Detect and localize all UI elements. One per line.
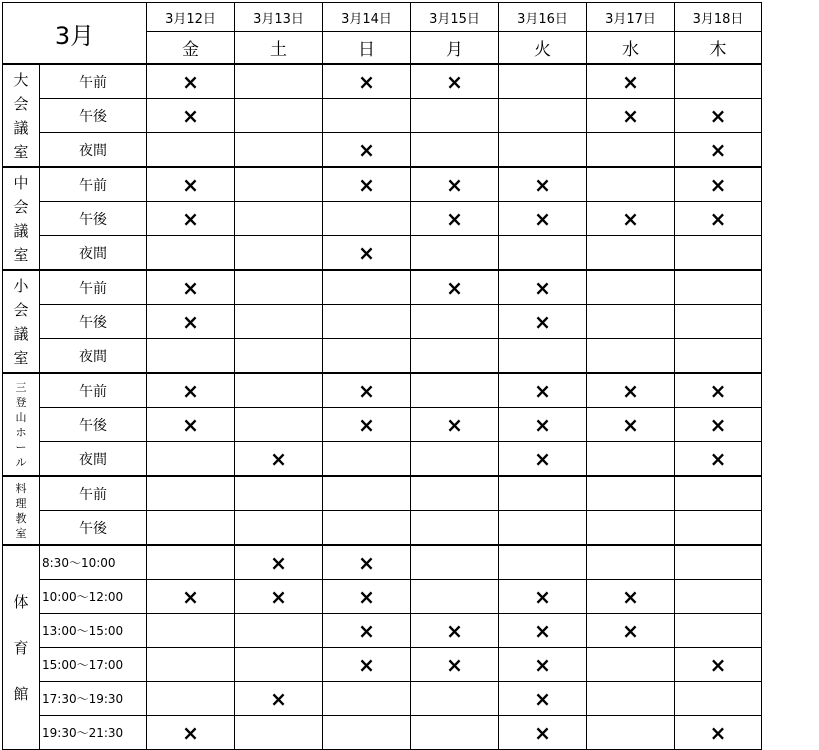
- booked-mark: ×: [499, 614, 587, 648]
- room-name-char: 小: [13, 276, 29, 295]
- time-slot-label: 午前: [40, 167, 147, 202]
- room-name-char: 大: [13, 70, 29, 89]
- empty-cell: [675, 236, 762, 271]
- empty-cell: [411, 511, 499, 546]
- empty-cell: [411, 580, 499, 614]
- booked-mark: ×: [499, 270, 587, 305]
- empty-cell: [235, 511, 323, 546]
- empty-cell: [587, 442, 675, 477]
- time-slot-label: 夜間: [40, 339, 147, 374]
- booked-mark: ×: [675, 99, 762, 133]
- booked-mark: ×: [587, 99, 675, 133]
- empty-cell: [323, 442, 411, 477]
- month-title: 3月: [3, 3, 147, 65]
- booked-mark: ×: [499, 202, 587, 236]
- booked-mark: ×: [323, 580, 411, 614]
- empty-cell: [587, 716, 675, 750]
- booked-mark: ×: [499, 682, 587, 716]
- booked-mark: ×: [499, 648, 587, 682]
- booked-mark: ×: [411, 167, 499, 202]
- empty-cell: [147, 133, 235, 168]
- booked-mark: ×: [587, 580, 675, 614]
- booked-mark: ×: [323, 133, 411, 168]
- room-name: [3, 476, 40, 545]
- room-name-char: 室: [13, 245, 29, 264]
- booked-mark: ×: [411, 614, 499, 648]
- booked-mark: ×: [675, 133, 762, 168]
- empty-cell: [411, 133, 499, 168]
- booked-mark: ×: [323, 545, 411, 580]
- empty-cell: [235, 133, 323, 168]
- booked-mark: ×: [675, 202, 762, 236]
- empty-cell: [323, 202, 411, 236]
- booked-mark: ×: [499, 167, 587, 202]
- room-name-char: 議: [13, 118, 29, 137]
- booked-mark: ×: [323, 236, 411, 271]
- table-row: [3, 511, 762, 546]
- room-name-char: ル: [15, 455, 27, 469]
- time-slot-label: 19:30～21:30: [40, 716, 147, 750]
- empty-cell: [235, 99, 323, 133]
- empty-cell: [675, 580, 762, 614]
- empty-cell: [323, 270, 411, 305]
- weekday-header: 木: [675, 32, 762, 65]
- booked-mark: ×: [323, 64, 411, 99]
- weekday-header: 火: [499, 32, 587, 65]
- table-row: [3, 373, 762, 408]
- empty-cell: [323, 476, 411, 511]
- booked-mark: ×: [147, 99, 235, 133]
- room-name-char: 室: [15, 526, 27, 540]
- empty-cell: [235, 339, 323, 374]
- booked-mark: ×: [675, 408, 762, 442]
- empty-cell: [675, 476, 762, 511]
- empty-cell: [587, 167, 675, 202]
- empty-cell: [235, 476, 323, 511]
- booked-mark: ×: [587, 202, 675, 236]
- booked-mark: ×: [235, 442, 323, 477]
- room-name: [3, 373, 40, 476]
- booked-mark: ×: [235, 580, 323, 614]
- room-name-char: 体: [13, 592, 29, 611]
- empty-cell: [235, 648, 323, 682]
- empty-cell: [411, 99, 499, 133]
- booked-mark: ×: [411, 202, 499, 236]
- room-name-char: 会: [13, 300, 29, 319]
- empty-cell: [235, 270, 323, 305]
- empty-cell: [675, 545, 762, 580]
- empty-cell: [499, 99, 587, 133]
- empty-cell: [411, 373, 499, 408]
- empty-cell: [587, 476, 675, 511]
- empty-cell: [587, 305, 675, 339]
- empty-cell: [147, 682, 235, 716]
- empty-cell: [147, 545, 235, 580]
- weekday-header: 月: [411, 32, 499, 65]
- empty-cell: [411, 476, 499, 511]
- room-name-char: 三: [15, 380, 27, 394]
- booked-mark: ×: [323, 373, 411, 408]
- room-name-char: 登: [15, 395, 27, 409]
- room-name-char: 館: [13, 684, 29, 703]
- empty-cell: [235, 202, 323, 236]
- table-row: [3, 99, 762, 133]
- empty-cell: [499, 64, 587, 99]
- empty-cell: [411, 442, 499, 477]
- booked-mark: ×: [323, 408, 411, 442]
- booked-mark: ×: [499, 408, 587, 442]
- empty-cell: [411, 545, 499, 580]
- booked-mark: ×: [147, 202, 235, 236]
- time-slot-label: 15:00～17:00: [40, 648, 147, 682]
- table-row: [3, 545, 762, 580]
- date-header: 3月16日: [499, 3, 587, 32]
- room-name-char: 室: [13, 348, 29, 367]
- table-row: [3, 64, 762, 99]
- empty-cell: [587, 339, 675, 374]
- booked-mark: ×: [147, 305, 235, 339]
- time-slot-label: 午後: [40, 99, 147, 133]
- room-name: [3, 167, 40, 270]
- empty-cell: [323, 99, 411, 133]
- room-name-char: 中: [13, 173, 29, 192]
- empty-cell: [499, 511, 587, 546]
- table-row: [3, 476, 762, 511]
- empty-cell: [675, 511, 762, 546]
- empty-cell: [323, 305, 411, 339]
- empty-cell: [323, 339, 411, 374]
- date-header: 3月13日: [235, 3, 323, 32]
- booked-mark: ×: [147, 716, 235, 750]
- empty-cell: [147, 614, 235, 648]
- room-name-char: ー: [15, 440, 27, 454]
- empty-cell: [411, 716, 499, 750]
- table-row: [3, 202, 762, 236]
- booked-mark: ×: [499, 580, 587, 614]
- booked-mark: ×: [147, 270, 235, 305]
- booked-mark: ×: [675, 442, 762, 477]
- weekday-header: 水: [587, 32, 675, 65]
- time-slot-label: 夜間: [40, 236, 147, 271]
- room-name-char: 理: [15, 496, 27, 510]
- date-header: 3月17日: [587, 3, 675, 32]
- booked-mark: ×: [411, 648, 499, 682]
- empty-cell: [675, 614, 762, 648]
- empty-cell: [675, 682, 762, 716]
- booked-mark: ×: [147, 167, 235, 202]
- time-slot-label: 午後: [40, 202, 147, 236]
- room-name-char: 料: [15, 481, 27, 495]
- booked-mark: ×: [587, 408, 675, 442]
- empty-cell: [411, 305, 499, 339]
- booked-mark: ×: [499, 716, 587, 750]
- empty-cell: [235, 408, 323, 442]
- empty-cell: [235, 614, 323, 648]
- table-row: [3, 167, 762, 202]
- empty-cell: [675, 270, 762, 305]
- booked-mark: ×: [587, 64, 675, 99]
- time-slot-label: 午前: [40, 476, 147, 511]
- empty-cell: [147, 648, 235, 682]
- empty-cell: [587, 133, 675, 168]
- room-name-char: 議: [13, 324, 29, 343]
- booked-mark: ×: [499, 305, 587, 339]
- time-slot-label: 17:30～19:30: [40, 682, 147, 716]
- weekday-header: 土: [235, 32, 323, 65]
- empty-cell: [323, 511, 411, 546]
- booked-mark: ×: [147, 580, 235, 614]
- empty-cell: [675, 64, 762, 99]
- empty-cell: [411, 339, 499, 374]
- room-name: [3, 545, 40, 750]
- empty-cell: [411, 682, 499, 716]
- booked-mark: ×: [675, 648, 762, 682]
- booked-mark: ×: [235, 545, 323, 580]
- date-header: 3月15日: [411, 3, 499, 32]
- empty-cell: [499, 545, 587, 580]
- booked-mark: ×: [587, 373, 675, 408]
- empty-cell: [147, 511, 235, 546]
- booked-mark: ×: [411, 64, 499, 99]
- empty-cell: [587, 545, 675, 580]
- room-name-char: 山: [15, 410, 27, 424]
- time-slot-label: 午後: [40, 408, 147, 442]
- booked-mark: ×: [411, 270, 499, 305]
- time-slot-label: 午前: [40, 270, 147, 305]
- empty-cell: [235, 236, 323, 271]
- table-row: [3, 580, 762, 614]
- time-slot-label: 夜間: [40, 133, 147, 168]
- booked-mark: ×: [323, 648, 411, 682]
- weekday-header: 金: [147, 32, 235, 65]
- empty-cell: [587, 270, 675, 305]
- empty-cell: [587, 648, 675, 682]
- empty-cell: [499, 476, 587, 511]
- date-header: 3月14日: [323, 3, 411, 32]
- booked-mark: ×: [499, 442, 587, 477]
- empty-cell: [147, 476, 235, 511]
- table-row: [3, 614, 762, 648]
- room-name-char: 室: [13, 142, 29, 161]
- table-row: [3, 682, 762, 716]
- table-row: [3, 133, 762, 168]
- booked-mark: ×: [323, 167, 411, 202]
- booked-mark: ×: [411, 408, 499, 442]
- time-slot-label: 8:30～10:00: [40, 545, 147, 580]
- time-slot-label: 午前: [40, 373, 147, 408]
- booked-mark: ×: [675, 716, 762, 750]
- empty-cell: [675, 305, 762, 339]
- booked-mark: ×: [675, 373, 762, 408]
- empty-cell: [235, 373, 323, 408]
- empty-cell: [587, 682, 675, 716]
- empty-cell: [235, 64, 323, 99]
- empty-cell: [147, 236, 235, 271]
- booked-mark: ×: [499, 373, 587, 408]
- empty-cell: [323, 682, 411, 716]
- empty-cell: [499, 133, 587, 168]
- weekday-header: 日: [323, 32, 411, 65]
- time-slot-label: 13:00～15:00: [40, 614, 147, 648]
- booked-mark: ×: [147, 64, 235, 99]
- booked-mark: ×: [147, 408, 235, 442]
- time-slot-label: 午後: [40, 305, 147, 339]
- empty-cell: [587, 511, 675, 546]
- time-slot-label: 午前: [40, 64, 147, 99]
- table-row: [3, 339, 762, 374]
- booked-mark: ×: [675, 167, 762, 202]
- time-slot-label: 夜間: [40, 442, 147, 477]
- room-name-char: 議: [13, 221, 29, 240]
- room-name-char: 会: [13, 197, 29, 216]
- empty-cell: [499, 339, 587, 374]
- empty-cell: [675, 339, 762, 374]
- date-header: 3月12日: [147, 3, 235, 32]
- empty-cell: [411, 236, 499, 271]
- table-row: [3, 648, 762, 682]
- room-name-char: 会: [13, 94, 29, 113]
- empty-cell: [499, 236, 587, 271]
- room-name-char: ホ: [15, 425, 27, 439]
- empty-cell: [587, 236, 675, 271]
- table-row: [3, 408, 762, 442]
- room-name-char: 教: [15, 511, 27, 525]
- table-row: [3, 236, 762, 271]
- empty-cell: [235, 716, 323, 750]
- table-row: [3, 442, 762, 477]
- room-name-char: 育: [13, 638, 29, 657]
- room-name: [3, 64, 40, 167]
- empty-cell: [235, 305, 323, 339]
- empty-cell: [147, 339, 235, 374]
- time-slot-label: 10:00～12:00: [40, 580, 147, 614]
- reservation-table: [2, 2, 762, 750]
- room-name: [3, 270, 40, 373]
- booked-mark: ×: [587, 614, 675, 648]
- time-slot-label: 午後: [40, 511, 147, 546]
- booked-mark: ×: [323, 614, 411, 648]
- table-row: [3, 305, 762, 339]
- booked-mark: ×: [147, 373, 235, 408]
- empty-cell: [235, 167, 323, 202]
- booked-mark: ×: [235, 682, 323, 716]
- table-row: [3, 270, 762, 305]
- table-row: [3, 716, 762, 750]
- date-header: 3月18日: [675, 3, 762, 32]
- empty-cell: [147, 442, 235, 477]
- empty-cell: [323, 716, 411, 750]
